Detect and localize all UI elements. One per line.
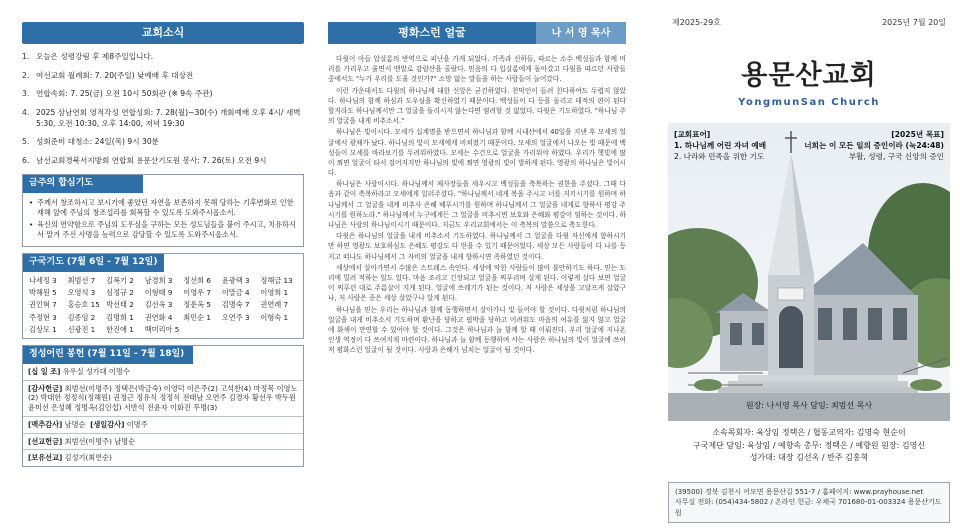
bullet-icon: • — [29, 198, 34, 208]
prayer-name: 정선희 6 — [183, 275, 211, 285]
prayer-name: 이말금 4 — [221, 287, 250, 297]
prayer-name: 권연례 7 — [260, 300, 289, 310]
list-item — [22, 137, 304, 148]
prayer-name: 남경희 3 — [144, 275, 173, 285]
issue-date: 2025년 7월 20일 — [882, 18, 946, 27]
prayer-name: 심정규 2 — [106, 287, 134, 297]
news-number: 6. — [22, 155, 30, 165]
offering-names: 최범선(이명주) 남명순 — [64, 436, 136, 446]
cover-column — [668, 18, 950, 523]
theme-right-title: [2025년 목표] — [891, 130, 944, 140]
meditation-paragraph: 하나님을 믿는 우리는 하나님과 함께 동행하면서 살아가니 빛 들어야 할 것이다. 다윗처럼 하나님의 얼굴을 내게 비추소서 기도하며 환난을 당하고 핍박을 당하고 어려워도 마음의 여유를 잃지 않고 얼굴에 화색이 만연할 수 있어야 할 것이다. 그것은 하나님과 늘 함께 할 때 이뤄진다. 우리 얼굴에 지나온 인생 역정이 다 쓰여지게 마련이다. 하나님과 늘 함께 동행하며 사는 사람은 하나님의 빛이 얼굴에 쓰여져 평화스런 얼굴이 될 것이다. 사랑과 은혜가 넘치는 얼굴이 될 것이다. — [328, 305, 626, 355]
prayer-name: 이형태 9 — [144, 287, 173, 297]
offering-label: [맥추감사] — [28, 419, 63, 429]
news-text: 오늘은 성령강림 후 제8주일입니다. — [36, 52, 154, 61]
prayer-name: 주정현 3 — [29, 312, 57, 322]
prayer-name: 김상모 1 — [29, 324, 57, 334]
phone-line: 사무실 전화: (054)434-5802 / 온라인 헌금: 우체국 701680-01-003324 용문산기도원 — [675, 498, 942, 517]
staff-line: 소속목회자: 육상임 정택은 / 협동교역자: 김명숙 현순이 — [712, 428, 906, 438]
news-text: 남선교회경북서지방회 연합회 용문산기도원 봉사: 7. 26(토) 오전 9시 — [36, 155, 267, 165]
news-number: 3. — [22, 89, 30, 99]
list-item — [22, 52, 304, 63]
table-row — [23, 416, 303, 433]
list-item — [29, 220, 297, 240]
offering-names: 유우실 성가대 이명수 — [62, 366, 130, 376]
prayer-name: 권연화 4 — [144, 312, 173, 322]
prayer-name: 홍승호 15 — [67, 300, 100, 310]
address-line: (39500) 경북 김천시 어모면 용문산길 551-7 / 홈페이지: www.prayhouse.net — [675, 487, 924, 496]
meditation-title: 평화스런 얼굴 — [328, 22, 536, 44]
list-item — [22, 156, 304, 167]
meditation-header — [328, 22, 626, 44]
table-row — [23, 364, 303, 380]
prayer-name: 정운옥 5 — [183, 300, 211, 310]
meditation-paragraph: 다윗은 하나님의 얼굴을 내게 비추소서 기도하였다. 하나님께서 그 얼굴을 다윗 자신에게 향하시기만 하면 영광도 보호하심도 은혜도 평강도 다 얻을 수 있기 때문이었다. 세상 모든 사람들이 다 나를 등지고 떠나도 하나님께서 그 자비의 얼굴을 내게 향하시면 족하였던 것이다. — [328, 232, 626, 261]
news-text: 2025 삼남연회 영적각성 연합성회: 7. 28(월)~30(수) 개회예배 오후 4시/ 새벽 5:30, 오전 10:30, 오후 14:00, 저녁 19:30 — [36, 107, 301, 128]
meditation-paragraph: 세상에서 살아가면서 수많은 스트레스 속인다. 세상에 악한 사람들이 많아 불안하기도 하다. 믿는 도리에 밀려 적하는 일도 있다. 마음 조리고 긴장되고 얼굴을 찌푸리며 살게 된다. 이렇게 살다 보면 얼굴이 찌푸린 대로 주름살이 지게 된다. 얼굴에 쓰레기가 된는 것이다. 저 사람은 세상을 고달프게 살았구나, 저 사람은 종은 세상 살았구나 알게 된다. — [328, 263, 626, 303]
offering-label: [보유선교] — [28, 453, 63, 463]
issue-row — [668, 18, 950, 28]
offering-names: 이명주 — [126, 419, 148, 429]
list-item — [22, 89, 304, 100]
offering-label: [감사헌금] — [28, 383, 63, 393]
district-prayer-grid — [23, 272, 303, 339]
news-text: 연합속회: 7. 25(금) 오전 10시 50회관 (※ 9속 주관) — [36, 89, 213, 99]
issue-number: 제2025-29호 — [672, 18, 721, 27]
theme-left-2: 2. 나라와 민족을 위한 기도 — [674, 152, 765, 162]
photo-caption: 원장: 나서영 목사 담임: 최범선 목사 — [745, 401, 873, 411]
prayer-name: 이영우 7 — [183, 287, 211, 297]
meditation-paragraph: 하나님은 빛이시다. 모세가 십계명을 받으면서 하나님과 함께 시내산에서 40일을 지낸 후 모세의 얼굴에서 광채가 났다. 하나님의 빛이 모세에게 비쳐졌기 때문이다. 모세의 얼굴에서 나오는 빛 때문에 백성들이 모세를 바라보기를 두려워하였다. 모세는 수건으로 얼굴을 가리워야 하였다. 우리가 햇빛에 많이 쬐면 얼굴이 타서 검어지지만 하나님의 빛에 쬐면 영광의 빛이 발하게 된다. 영광의 하나님은 빛이시다. — [328, 128, 626, 178]
news-number: 2. — [22, 70, 30, 80]
theme-row-1 — [674, 140, 944, 151]
prayer-name: 오연주 3 — [221, 312, 250, 322]
prayer-name: 백미리아 5 — [144, 324, 180, 334]
offering-label: [십 일 조] — [28, 366, 61, 376]
prayer-text: 주께서 창조하시고 보시기에 좋았던 자연을 보존하지 못해 당하는 기후변화로 인한 재해 앞에 주님의 창조섭리를 회복할 수 있도록 도와주시옵소서. — [37, 198, 294, 217]
theme-left-title: [교회표어] — [674, 130, 711, 140]
bullet-icon: • — [29, 219, 34, 229]
prayer-name: 윤광택 3 — [221, 275, 250, 285]
prayer-name: 한진애 1 — [106, 324, 134, 334]
left-column — [22, 22, 304, 522]
staff-info — [668, 427, 950, 464]
meditation-paragraph: 다윗이 아들 압살롬의 반역으로 피난을 가게 되었다. 가족과 신하들, 따르는 소수 백성들과 함께 머리를 가리우고 울면서 맨발로 감람산을 올랐다. 믿음의 다 입살롬에게 돌아갔고 다윗을 따르던 사람들 중에서도 "누가 우리를 도울 것인가?" 소망 없는 말들을 하는 사람들이 늘어갔다. — [328, 55, 626, 84]
theme-left-1: 1. 하나님께 어린 자녀 예배 — [674, 141, 767, 151]
prayer-name: 나세정 3 — [29, 275, 57, 285]
prayer-name: 김명희 1 — [106, 312, 134, 322]
prayer-name: 김명숙 7 — [221, 300, 250, 310]
news-text: 성회준비 대청소: 24일(목) 9시 30분 — [36, 137, 159, 147]
offering-title: 정성어린 봉헌 (7월 11일 - 7월 18일) — [23, 346, 193, 364]
meditation-author: 나 서 영 목사 — [536, 22, 626, 44]
list-item — [29, 198, 297, 218]
news-number: 4. — [22, 107, 30, 117]
prayer-name: 최민순 1 — [183, 312, 211, 322]
news-text: 여선교회 월례회: 7. 20(주일) 낮예배 후 대상전 — [36, 70, 194, 80]
prayer-name: 신광진 1 — [67, 324, 96, 334]
prayer-name: 권인혁 7 — [29, 300, 57, 310]
church-name-english: YongmunSan Church — [738, 97, 880, 109]
offering-names: 김성기(최연순) — [64, 453, 112, 463]
theme-right-1: 너희는 이 모든 일의 증인이라 (눅24:48) — [804, 141, 944, 151]
news-list — [22, 52, 304, 166]
theme-row-2 — [674, 151, 944, 162]
prayer-name: 이영희 1 — [260, 287, 289, 297]
news-number: 1. — [22, 52, 30, 61]
news-banner: 교회소식 — [22, 22, 304, 44]
prayer-text: 육신의 연약함으로 주님의 도우심을 구하는 모든 성도님들을 붙어 주시고, 치유하셔서 맡겨 주신 사명을 능력으로 감당할 수 있도록 도와주시옵소서. — [37, 219, 296, 239]
news-number: 5. — [22, 137, 30, 147]
prayer-name: 김종임 2 — [67, 312, 96, 322]
prayer-name: 이형숙 1 — [260, 312, 289, 322]
intercession-title: 금주의 합심기도 — [23, 175, 143, 193]
table-row — [23, 380, 303, 416]
offering-box — [22, 345, 304, 467]
intercession-list — [23, 193, 303, 246]
meditation-paragraph: 하나님은 사랑이시다. 하나님께서 제사장들을 세우시고 백성들을 축복하는 권한을 주셨다. 그때 다음과 같이 축복하라고 모세에게 일러주셨다. "하나님께서 네게 복을 주시고 너를 지키시기를 원하며 하나님께서 그 얼굴을 네게 비추사 은혜 베푸시기를 원하며 하나님께서 그 얼굴을 네게로 향하사 평강 주시기를 원하노라." 하나님께서 누구에게든 그 얼굴을 비추시면 보호와 은혜와 평강이 임하는 것이다. 하나님은 사랑의 하나님이시기 때문이다. 지금도 우리교회에서는 이 축복의 말씀으로 축도한다. — [328, 180, 626, 229]
offering-table — [23, 364, 303, 466]
offering-names: 남명순 — [64, 419, 86, 429]
offering-label: [선교헌금] — [28, 436, 63, 446]
offering-names: 최범선(이명주) 정택은(박금숙) 이영덕 이은주(2) 고석찬(4) 마정목 이영노(2) 박대한 정정식(정해원) 권정근 정유식 정정식 전태남 오연주 김경자 황선우 박두원 윤미선 은성혜 정명옥(김인섭) 서반석 전윤자 이화진 무명(3) — [28, 383, 298, 413]
list-item — [22, 71, 304, 82]
church-photo — [668, 123, 950, 421]
prayer-name: 박해원 5 — [29, 287, 57, 297]
list-item — [22, 108, 304, 129]
middle-column — [328, 22, 626, 522]
prayer-name: 최범선 7 — [67, 275, 96, 285]
district-prayer-box — [22, 253, 304, 339]
theme-right-2: 부활, 성령, 구국 신앙의 증인 — [848, 152, 944, 162]
prayer-name: 박선태 2 — [106, 300, 134, 310]
theme-header-row — [674, 129, 944, 140]
prayer-name: 김선옥 3 — [144, 300, 173, 310]
church-name: 용문산교회 — [741, 60, 877, 92]
offering-label: [생일감사] — [90, 419, 125, 429]
staff-line: 성가대: 대장 김선옥 / 반주 김홍혁 — [749, 453, 869, 463]
table-row — [23, 433, 303, 450]
meditation-body — [328, 54, 626, 355]
prayer-name: 김복기 2 — [106, 275, 134, 285]
contact-footer — [668, 482, 950, 524]
intercession-box — [22, 174, 304, 246]
prayer-name: 오영석 3 — [67, 287, 96, 297]
meditation-paragraph: 이런 가운데서도 다윗의 하나님께 대한 신앙은 굳건하였다. 천막인이 들려 친다하여도 두렵지 않았다. 하나님의 함께 하심과 도우심을 확신하였기 때문이다. 백성들이 다 등을 돌리고 대적의 편이 된다 할지라도 하나님께서만 그 얼굴을 돌리시지 않는다면 염려할 것 없었다. 다윗은 기도하였다. "하나님 주의 얼굴을 내게 비추소서." — [328, 86, 626, 126]
church-theme — [668, 123, 950, 168]
prayer-name: 정해금 13 — [260, 275, 293, 285]
district-prayer-title: 구국기도 (7월 6일 - 7월 12일) — [23, 254, 164, 272]
table-row — [23, 450, 303, 466]
staff-line: 구국제단 담임: 육상임 / 예향속 총무: 정택은 / 예향원 원장: 김영신 — [692, 440, 926, 450]
